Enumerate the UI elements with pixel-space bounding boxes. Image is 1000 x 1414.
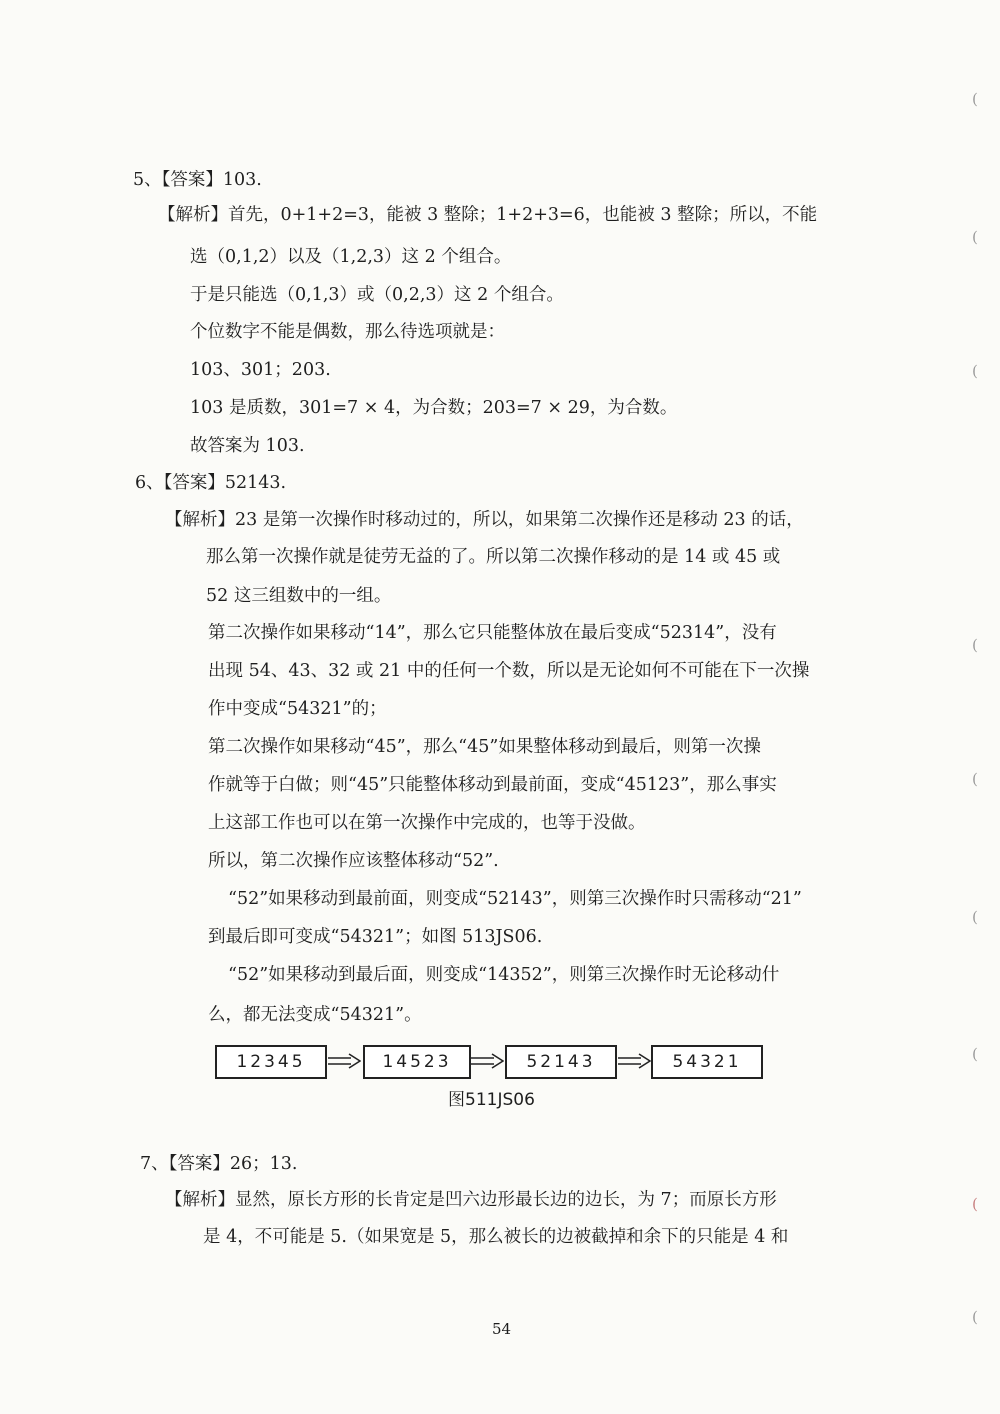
arrow-right-icon: [470, 1053, 504, 1069]
binding-mark: (: [972, 228, 978, 246]
q6-line: 出现 54、43、32 或 21 中的任何一个数，所以是无论如何不可能在下一次操: [208, 661, 810, 681]
q6-line: 第二次操作如果移动“14”，那么它只能整体放在最后变成“52314”，没有: [208, 623, 777, 643]
sequence-box: 12345: [215, 1045, 327, 1079]
q6-line: 第二次操作如果移动“45”，那么“45”如果整体移动到最后，则第一次操: [208, 737, 761, 757]
q6-line: 上这部工作也可以在第一次操作中完成的，也等于没做。: [208, 813, 646, 833]
binding-mark: (: [972, 90, 978, 108]
q6-line: 到最后即可变成“54321”；如图 513JS06.: [208, 927, 543, 947]
binding-mark: (: [972, 1195, 978, 1213]
arrow-right-icon: [327, 1053, 361, 1069]
q7-line: 【解析】显然，原长方形的长肯定是凹六边形最长边的边长，为 7；而原长方形: [165, 1190, 777, 1210]
q6-line: 【解析】23 是第一次操作时移动过的，所以，如果第二次操作还是移动 23 的话，: [165, 510, 804, 530]
q5-line: 【解析】首先，0+1+2=3，能被 3 整除；1+2+3=6，也能被 3 整除；所以，不能: [158, 205, 818, 225]
binding-mark: (: [972, 1045, 978, 1063]
page-number: 54: [492, 1320, 512, 1338]
binding-mark: (: [972, 908, 978, 926]
q6-line: 作中变成“54321”的；: [208, 699, 387, 719]
q6-line: 52 这三组数中的一组。: [206, 586, 392, 606]
q6-line: 作就等于白做；则“45”只能整体移动到最前面，变成“45123”，那么事实: [208, 775, 777, 795]
binding-mark: (: [972, 362, 978, 380]
sequence-box: 54321: [651, 1045, 763, 1079]
q6-answer: 6、【答案】52143.: [135, 473, 287, 493]
q6-line: “52”如果移动到最前面，则变成“52143”，则第三次操作时只需移动“21”: [228, 889, 802, 909]
q5-line: 故答案为 103.: [190, 436, 305, 456]
q7-line: 是 4，不可能是 5.（如果宽是 5，那么被长的边被截掉和余下的只能是 4 和: [203, 1227, 789, 1247]
q7-answer: 7、【答案】26；13.: [140, 1154, 298, 1174]
sequence-box: 14523: [363, 1045, 471, 1079]
arrow-right-icon: [617, 1053, 651, 1069]
q6-line: 所以，第二次操作应该整体移动“52”.: [208, 851, 499, 871]
binding-mark: (: [972, 770, 978, 788]
q6-line: “52”如果移动到最后面，则变成“14352”，则第三次操作时无论移动什: [228, 965, 780, 985]
figure-caption: 图511JS06: [448, 1090, 535, 1110]
binding-mark: (: [972, 636, 978, 654]
q5-line: 个位数字不能是偶数，那么待选项就是：: [190, 322, 505, 342]
q6-line: 么，都无法变成“54321”。: [208, 1005, 422, 1025]
q5-line: 103 是质数，301=7 × 4，为合数；203=7 × 29，为合数。: [190, 398, 678, 418]
q5-answer: 5、【答案】103.: [133, 170, 262, 190]
binding-mark: (: [972, 1308, 978, 1326]
q6-line: 那么第一次操作就是徒劳无益的了。所以第二次操作移动的是 14 或 45 或: [206, 547, 781, 567]
sequence-box: 52143: [505, 1045, 617, 1079]
q5-line: 103、301；203.: [190, 360, 331, 380]
q5-line: 于是只能选（0,1,3）或（0,2,3）这 2 个组合。: [190, 285, 564, 305]
operation-diagram: [215, 1043, 765, 1083]
q5-line: 选（0,1,2）以及（1,2,3）这 2 个组合。: [190, 247, 512, 267]
